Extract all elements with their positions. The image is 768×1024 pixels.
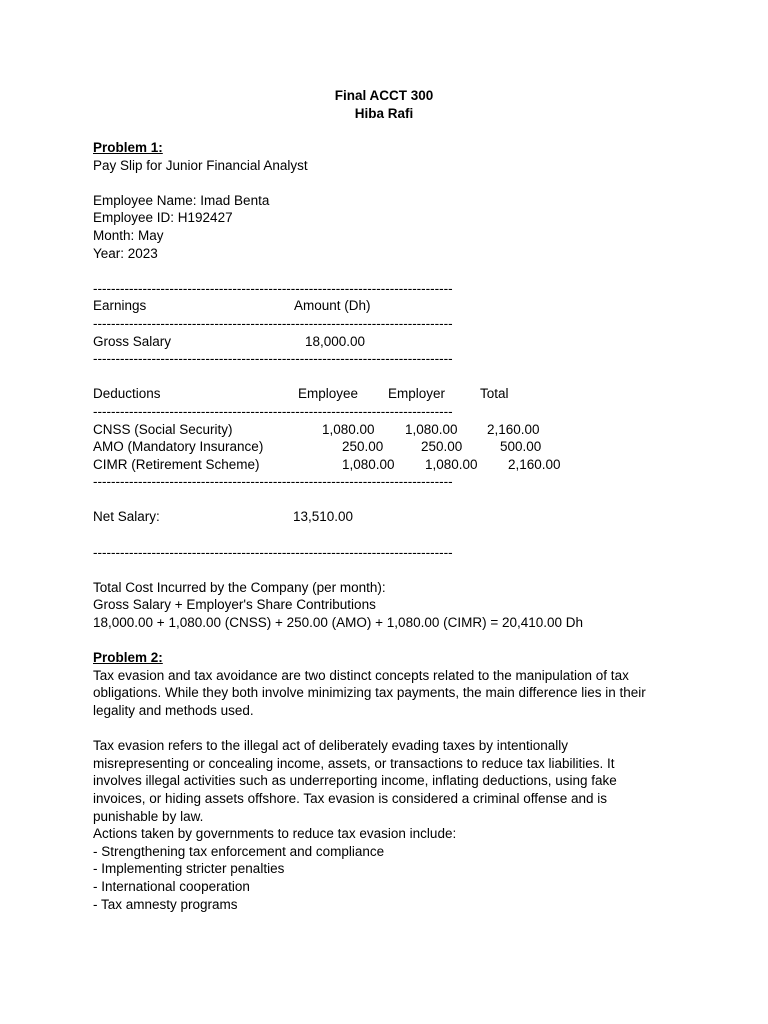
pay-month: Month: May: [93, 227, 164, 243]
action-list-item: - Implementing stricter penalties: [93, 861, 285, 877]
total-cost-calculation: 18,000.00 + 1,080.00 (CNSS) + 250.00 (AMO) + 1,080.00 (CIMR) = 20,410.00 Dh: [93, 615, 584, 631]
deduction-employer: 1,080.00: [425, 456, 478, 472]
paragraph-line: misrepresenting or concealing income, assets, or transactions to reduce tax liabilities. It: [93, 755, 615, 771]
paragraph-line: involves illegal activities such as underreporting income, inflating deductions, using fake: [93, 773, 617, 789]
gross-salary-label: Gross Salary: [93, 333, 172, 349]
deductions-header-row: [93, 385, 683, 403]
deduction-label: AMO (Mandatory Insurance): [93, 439, 264, 455]
problem2-heading: Problem 2:: [93, 650, 163, 666]
deduction-row-cnss: [93, 421, 683, 439]
separator: --------------------------------------------------------------------------------: [93, 315, 453, 331]
total-cost-title: Total Cost Incurred by the Company (per month):: [93, 579, 386, 595]
paragraph-line: obligations. While they both involve minimizing tax payments, the main difference lies in their: [93, 685, 646, 701]
document-title-block: [0, 87, 768, 122]
deduction-total: 500.00: [500, 439, 542, 455]
deductions-header-employer: Employer: [388, 386, 446, 402]
problem1-heading: Problem 1:: [93, 140, 163, 155]
document-author: Hiba Rafi: [354, 105, 414, 121]
action-list-item: - Tax amnesty programs: [93, 896, 238, 912]
gross-salary-amount: 18,000.00: [305, 333, 366, 349]
action-list-item: - International cooperation: [93, 878, 250, 894]
separator: --------------------------------------------------------------------------------: [93, 474, 453, 490]
deduction-employer: 250.00: [421, 439, 463, 455]
employee-id: Employee ID: H192427: [93, 210, 233, 226]
paragraph-line: invoices, or hiding assets offshore. Tax evasion is considered a criminal offense and is: [93, 790, 608, 806]
deduction-total: 2,160.00: [487, 421, 540, 437]
separator: --------------------------------------------------------------------------------: [93, 544, 453, 560]
deductions-header-total: Total: [480, 386, 509, 402]
deduction-employee: 1,080.00: [322, 421, 375, 437]
paragraph-line: Tax evasion refers to the illegal act of deliberately evading taxes by intentionally: [93, 738, 569, 754]
paragraph-line: legality and methods used.: [93, 703, 254, 718]
earnings-header-label: Earnings: [93, 298, 147, 314]
separator: --------------------------------------------------------------------------------: [93, 403, 453, 419]
net-salary-row: [93, 508, 683, 526]
deduction-employer: 1,080.00: [405, 421, 458, 437]
separator: --------------------------------------------------------------------------------: [93, 280, 453, 296]
pay-year: Year: 2023: [93, 245, 158, 261]
deduction-row-amo: [93, 438, 683, 456]
separator: --------------------------------------------------------------------------------: [93, 351, 453, 367]
net-salary-label: Net Salary:: [93, 509, 160, 525]
net-salary-amount: 13,510.00: [293, 509, 354, 525]
deduction-employee: 250.00: [342, 439, 384, 455]
document-body: [93, 139, 683, 913]
earnings-header-row: [93, 297, 683, 315]
actions-intro: Actions taken by governments to reduce tax evasion include:: [93, 826, 457, 842]
deduction-label: CNSS (Social Security): [93, 421, 233, 437]
action-list-item: - Strengthening tax enforcement and compliance: [93, 843, 385, 859]
earnings-header-amount: Amount (Dh): [294, 298, 371, 314]
deduction-label: CIMR (Retirement Scheme): [93, 456, 260, 472]
deduction-total: 2,160.00: [508, 456, 561, 472]
deductions-header-label: Deductions: [93, 386, 161, 402]
deduction-employee: 1,080.00: [342, 456, 395, 472]
gross-salary-row: [93, 333, 683, 351]
paragraph-line: Tax evasion and tax avoidance are two distinct concepts related to the manipulation of tax: [93, 667, 629, 683]
document-title: Final ACCT 300: [334, 88, 434, 103]
payslip-subtitle: Pay Slip for Junior Financial Analyst: [93, 157, 308, 173]
deductions-header-employee: Employee: [298, 386, 359, 402]
employee-name: Employee Name: Imad Benta: [93, 192, 270, 208]
deduction-row-cimr: [93, 456, 683, 474]
paragraph-line: punishable by law.: [93, 808, 204, 824]
total-cost-formula: Gross Salary + Employer's Share Contributions: [93, 597, 376, 613]
